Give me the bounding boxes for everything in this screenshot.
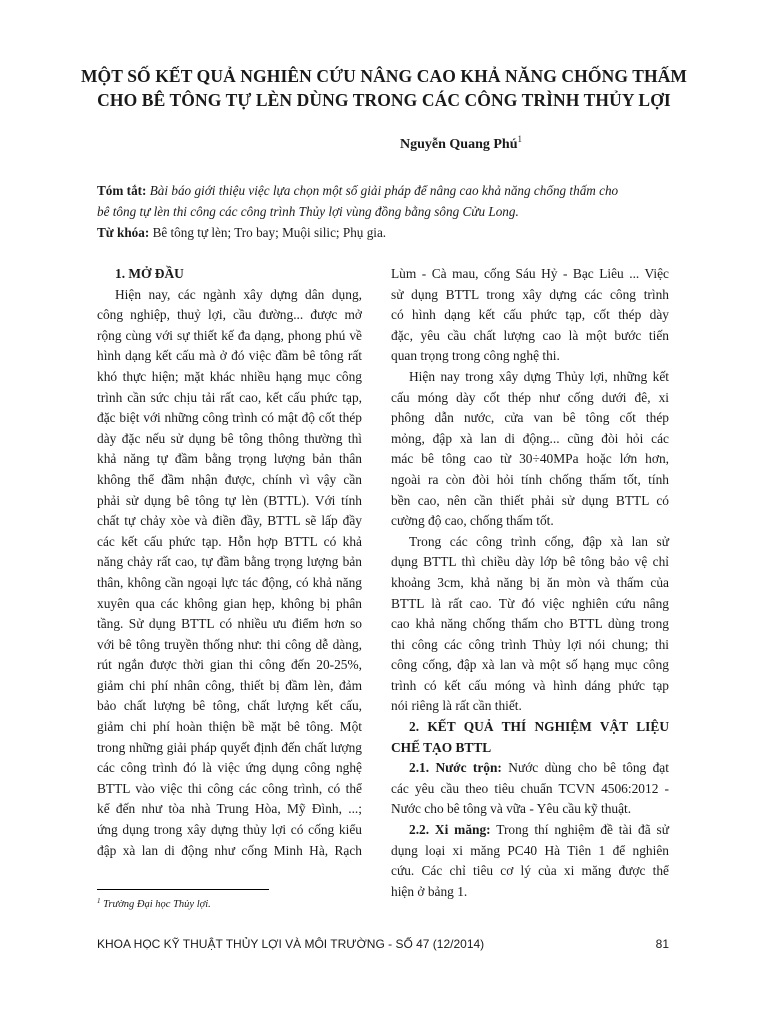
- title-line-2: CHO BÊ TÔNG TỰ LÈN DÙNG TRONG CÁC CÔNG TRÌNH THỦY LỢI: [97, 90, 671, 110]
- footnote-mark: 1: [97, 897, 101, 905]
- body-line: hình dạng kết cấu mà ở đó việc đầm bê tông rất: [97, 348, 362, 364]
- body-line: thi công các công trình Thủy lợi nói chung; thi: [391, 636, 669, 652]
- subsection-cement: [391, 820, 669, 841]
- body-line: Nước cho bê tông và vữa - Yêu cầu kỹ thuật.: [391, 801, 632, 817]
- body-line: dày đặc nếu sử dụng bê tông thông thường thì: [97, 430, 362, 446]
- section-heading-results-cont: CHẾ TẠO BTTL: [391, 739, 492, 755]
- body-line: cứu. Các chỉ tiêu cơ lý của xi măng được thể: [391, 863, 669, 879]
- body-line: công cống, đập xà lan và một số hạng mục công: [391, 657, 669, 673]
- body-line: kể đến như tòa nhà Trung Hòa, Mỹ Đình, ...;: [97, 801, 362, 817]
- body-line: đặc, yêu cầu chất lượng cao là một bước tiến: [391, 327, 669, 343]
- body-line: ứng dụng trong xây dựng thủy lợi có cống kiểu: [97, 822, 362, 838]
- body-line: cường độ cao, chống thấm tốt.: [391, 513, 554, 529]
- section-heading-results: 2. KẾT QUẢ THÍ NGHIỆM VẬT LIỆU: [409, 719, 669, 735]
- body-line: dụng BTTL thì chiều dày lớp bê tông bảo vệ chỉ: [391, 554, 669, 570]
- body-line: Hiện nay trong xây dựng Thủy lợi, những kết: [409, 368, 669, 384]
- body-line: mỏng, đập xà lan di động... cũng đòi hỏi các: [391, 430, 669, 446]
- body-text: Nước dùng cho bê tông đạt: [508, 760, 669, 776]
- body-line: Lùm - Cà mau, cống Sáu Hỷ - Bạc Liêu ... Việc: [391, 266, 669, 281]
- right-column: [391, 264, 669, 902]
- body-line: mác bê tông cao từ 30÷40MPa hoặc lớn hơn,: [391, 451, 669, 467]
- body-line: thân, không cần ngoại lực tác động, có khả năng: [97, 574, 362, 590]
- subsection-water-label: 2.1. Nước trộn:: [409, 760, 502, 776]
- author-affiliation-mark: 1: [517, 134, 522, 144]
- body-line: cấu móng dày cốt thép như cống dưới đê, xi: [391, 389, 669, 405]
- body-line: Hiện nay, các ngành xây dựng dân dụng,: [115, 286, 362, 302]
- body-line: giảm chi phí hoàn thiện bề mặt bê tông. Một: [97, 719, 362, 735]
- body-line: phông dẫn nước, cửa van bê tông cốt thép: [391, 410, 669, 426]
- abstract: [97, 180, 675, 243]
- body-line: các kết cấu phức tạp. Hỗn hợp BTTL có khả: [97, 533, 362, 549]
- page-footer: [97, 937, 669, 951]
- body-line: đặc biệt với những công trình có mật độ cốt thép: [97, 410, 362, 426]
- title-line-1: MỘT SỐ KẾT QUẢ NGHIÊN CỨU NÂNG CAO KHẢ NĂNG CHỐNG THẤM: [80, 66, 688, 86]
- abstract-line-2: [97, 201, 675, 222]
- body-line: nói riêng là rất cần thiết.: [391, 698, 522, 714]
- body-line: rút ngắn được thời gian thi công đến 20-25%,: [97, 657, 362, 673]
- body-line: năng chảy rất cao, tự đầm bằng trọng lượng bản: [97, 554, 362, 570]
- body-line: quan trọng trong công nghệ thi.: [391, 348, 560, 364]
- footer-journal: [97, 937, 484, 951]
- footnote-divider: [97, 889, 269, 890]
- body-line: trong những giải pháp quyết định đến chất lượng: [97, 739, 362, 755]
- journal-issue: - SỐ 47 (12/2014): [384, 937, 485, 951]
- paper-title: [60, 64, 708, 112]
- body-line: phải sử dụng bê tông tự lèn (BTTL). Với tính: [97, 492, 362, 508]
- section-heading-intro: 1. MỞ ĐẦU: [115, 266, 184, 281]
- subsection-cement-label: 2.2. Xi măng:: [409, 822, 491, 838]
- abstract-label: Tóm tắt:: [97, 183, 147, 198]
- body-text: Trong thí nghiệm đề tài đã sử: [496, 822, 669, 838]
- body-line: khó thực hiện; mặt khác nhiều hạng mục công: [97, 368, 362, 384]
- subsection-water: [391, 758, 669, 779]
- body-line: BTTL là rất cao. Từ đó việc nghiên cứu nâng: [391, 595, 669, 611]
- footnote-text: Trường Đại học Thủy lợi.: [100, 899, 211, 910]
- page-number: 81: [655, 937, 669, 951]
- body-line: sử dụng BTTL trong xây dựng các công trình: [391, 286, 669, 302]
- body-line: có hình dạng kết cấu phức tạp, cốt thép dày: [391, 307, 669, 323]
- body-line: với bê tông truyền thống như: thi công dễ dàng,: [97, 636, 362, 652]
- abstract-line-1: [97, 180, 675, 201]
- footnote: [97, 897, 211, 910]
- body-line: tầng. Sử dụng BTTL có nhiều ưu điểm hơn so: [97, 616, 362, 632]
- body-line: hiện ở bảng 1.: [391, 883, 468, 899]
- left-column: [97, 264, 362, 861]
- body-line: không thể đầm nhận được, chính vì vậy cần: [97, 471, 362, 487]
- body-line: bền cao, nên cần thiết phải sử dụng BTTL có: [391, 492, 669, 508]
- body-line: các yêu cầu theo tiêu chuẩn TCVN 4506:2012 -: [391, 780, 669, 796]
- body-line: cao khả năng chống thấm cho BTTL dùng trong: [391, 616, 669, 632]
- keywords-label: Từ khóa:: [97, 225, 150, 240]
- body-line: dụng loại xi măng PC40 Hà Tiên 1 để nghiên: [391, 842, 669, 858]
- body-line: khoảng 3cm, khả năng bị ăn mòn và thấm của: [391, 574, 669, 590]
- body-line: xuyên qua các không gian hẹp, không bị phân: [97, 595, 362, 611]
- body-line: chất tự chảy xòe và điền đầy, BTTL sẽ lấp đầy: [97, 513, 362, 529]
- body-line: khả năng tự đầm bằng trọng lượng bản thân: [97, 451, 362, 467]
- keywords: [97, 222, 675, 243]
- body-line: BTTL vào việc thi công các công trình, có thể: [97, 780, 362, 796]
- body-line: bảo chất lượng bê tông, chất lượng kết cấu,: [97, 698, 362, 714]
- abstract-text-1: Bài báo giới thiệu việc lựa chọn một số giải pháp để nâng cao khả năng chống thấm cho: [146, 183, 619, 198]
- body-line: Trong các công trình cống, đập xà lan sử: [409, 533, 669, 549]
- journal-name: KHOA HỌC KỸ THUẬT THỦY LỢI VÀ MÔI TRƯỜNG: [97, 937, 385, 951]
- body-line: ngoài ra còn đòi hỏi tính chống thấm tốt, tính: [391, 471, 669, 487]
- author: [400, 134, 522, 153]
- body-line: các công trình đó là việc ứng dụng công nghệ: [97, 760, 362, 776]
- body-line: công nghiệp, thuỷ lợi, cầu đường... được mở: [97, 307, 362, 323]
- keywords-text: Bê tông tự lèn; Tro bay; Muội silic; Phụ gia.: [149, 225, 387, 240]
- body-line: rộng cùng với sự thiết kế đa dạng, phong phú về: [97, 327, 362, 343]
- abstract-text-2: bê tông tự lèn thi công các công trình Thủy lợi vùng đồng bằng sông Cửu Long.: [97, 204, 519, 219]
- body-line: đập xà lan di động như cống Minh Hà, Rạch: [97, 842, 362, 858]
- body-line: giảm chi phí nhân công, thiết bị đầm lèn, đảm: [97, 677, 362, 693]
- author-name: Nguyễn Quang Phú: [400, 137, 518, 152]
- body-line: trình có kết cấu móng và hình dáng phức tạp: [391, 677, 669, 693]
- body-line: trình cần sức chịu tải rất cao, kết cấu phức tạp,: [97, 389, 362, 405]
